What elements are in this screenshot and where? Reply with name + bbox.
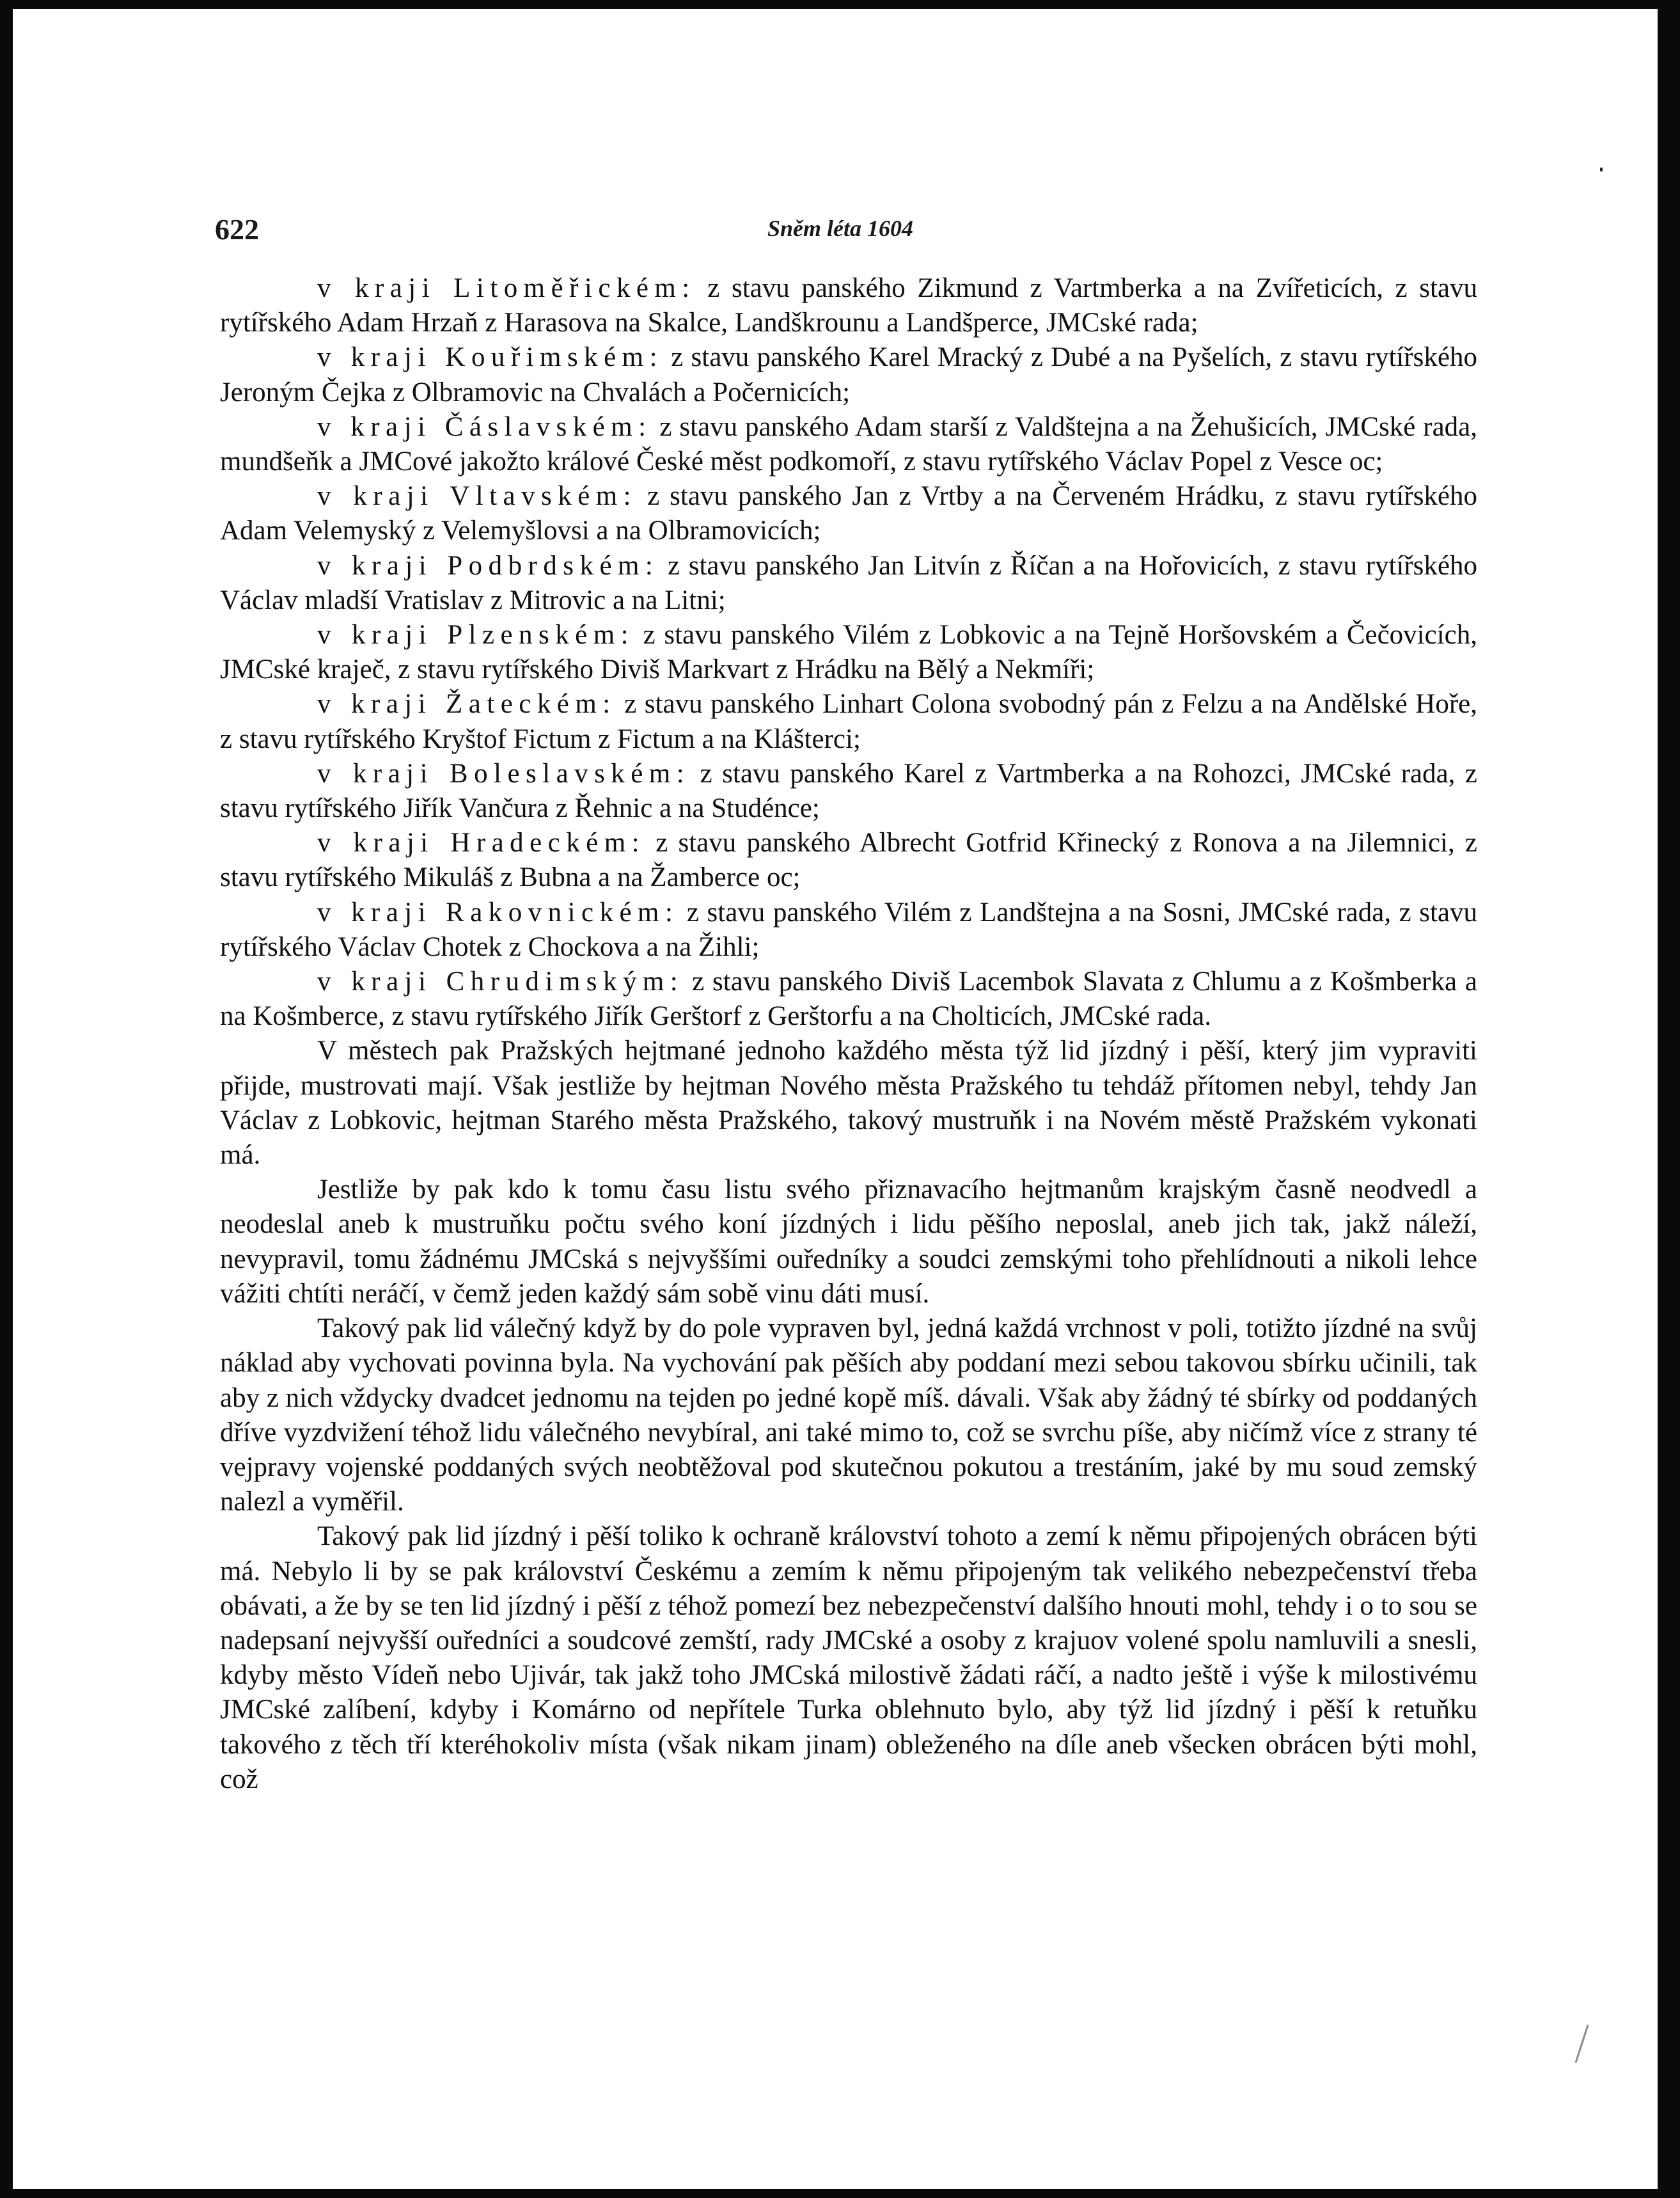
region-name: v kraji Boleslavském:	[317, 758, 691, 789]
paragraph	[220, 479, 1477, 548]
paragraph-text: z stavu panského Linhart Colona svobodný pán z Felzu a na Andělské Hoře, z stavu rytířského Kryštof Fictum z Fictum a na Klášterci;	[220, 689, 1477, 754]
region-name: v kraji Čáslavském:	[317, 411, 652, 442]
paragraph-text: z stavu panského Jan Litvín z Říčan a na Hořovicích, z stavu rytířského Václav mladší Vratislav z Mitrovic a na Litni;	[220, 550, 1477, 615]
paragraph-text: z stavu panského Vilém z Lobkovic a na Tejně Horšovském a Čečovicích, JMCské kraječ, z stavu rytířského Diviš Markvart z Hrádku na Bělý a Nekmíři;	[220, 620, 1477, 685]
paragraph-text: z stavu panského Karel z Vartmberka a na Rohozci, JMCské rada, z stavu rytířského Jiřík Vančura z Řehnic a na Studénce;	[220, 758, 1477, 824]
paragraph	[220, 1311, 1477, 1519]
paragraph	[220, 271, 1477, 340]
body-text	[220, 271, 1477, 1797]
page-number: 622	[215, 213, 259, 246]
paragraph-text: z stavu panského Jan z Vrtby a na Červeném Hrádku, z stavu rytířského Adam Velemyský z Velemyšlovsi a na Olbramovicích;	[220, 481, 1478, 546]
running-title: Sněm léta 1604	[767, 216, 914, 241]
scan-mark	[1600, 168, 1603, 171]
paragraph	[220, 896, 1477, 965]
paragraph-text: z stavu panského Karel Mracký z Dubé a na Pyšelích, z stavu rytířského Jeroným Čejka z Olbramovic na Chvalách a Počernicích;	[220, 342, 1477, 407]
paragraph-text: Takový pak lid jízdný i pěší toliko k ochraně království tohoto a zemí k němu připojených obrácen býti má. Nebylo li by se pak království Českému a zemím k němu připojeným tak velikého nebezpečenství třeba obávati, a že by se ten lid jízdný i pěší z téhož pomezí bez nebezpečenství dalšího hnouti mohl, tehdy i o to sou se nadepsaní nejvyšší ouředníci a soudcové zemští, rady JMCské a osoby z krajuov volené spolu namluvili a snesli, kdyby město Vídeň nebo Ujivár, tak jakž toho JMCská milostivě žádati ráčí, a nadto ještě i výše k milostivému JMCské zalíbení, kdyby i Komárno od nepřítele Turka oblehnuto bylo, aby týž lid jízdný i pěší k retuňku takového z těch tří kteréhokoliv místa (však nikam jinam) obleženého na díle aneb všecken obrácen býti mohl, což	[220, 1521, 1477, 1794]
paragraph-text: z stavu panského Albrecht Gotfrid Křinecký z Ronova a na Jilemnici, z stavu rytířského Mikuláš z Bubna a na Žamberce oc;	[220, 828, 1477, 893]
region-name: v kraji Rakovnickém:	[317, 897, 679, 928]
region-name: v kraji Chrudimským:	[317, 967, 684, 997]
region-name: v kraji Kouřimském:	[317, 342, 663, 373]
scan-mark	[1574, 2025, 1589, 2063]
paragraph-text: Takový pak lid válečný když by do pole vypraven byl, jedná každá vrchnost v poli, totižto jízdné na svůj náklad aby vychovati povinna byla. Na vychování pak pěších aby poddaní mezi sebou takovou sbírku učinili, tak aby z nich vždycky dvadcet jednomu na tejden po jedné kopě míš. dávali. Však aby žádný té sbírky od poddaných dříve vyzdvižení téhož lidu válečného nevybíral, ani také mimo to, což se svrchu píše, aby ničímž více z strany té vejpravy vojenské poddaných svých neobtěžoval pod skutečnou pokutou a trestáním, jaké by mu soud zemský nalezl a vyměřil.	[220, 1313, 1477, 1517]
paragraph-text: z stavu panského Diviš Lacembok Slavata z Chlumu a z Košmberka a na Košmberce, z stavu rytířského Jiřík Gerštorf z Gerštorfu a na Cholticích, JMCské rada.	[220, 967, 1477, 1032]
paragraph	[220, 757, 1477, 826]
scanned-page	[13, 9, 1658, 2189]
running-head	[13, 212, 1658, 251]
paragraph	[220, 1519, 1477, 1797]
region-name: v kraji Litoměřickém:	[317, 273, 696, 303]
paragraph-text: z stavu panského Zikmund z Vartmberka a na Zvířeticích, z stavu rytířského Adam Hrzaň z Harasova na Skalce, Landškrounu a Landšperce, JMCské rada;	[220, 273, 1478, 338]
paragraph	[220, 618, 1477, 687]
paragraph	[220, 687, 1477, 756]
paragraph-text: z stavu panského Adam starší z Valdštejna a na Žehušicích, JMCské rada, mundšeňk a JMCové jakožto králové České měst podkomoří, z stavu rytířského Václav Popel z Vesce oc;	[220, 411, 1477, 477]
paragraph-text: Jestliže by pak kdo k tomu času listu svého přiznavacího hejtmanům krajským časně neodvedl a neodeslal aneb k mustruňku počtu svého koní jízdných i lidu pěšího neposlal, aneb jich tak, jakž náleží, nevypravil, tomu žádnému JMCská s nejvyššími ouředníky a soudci zemskými toho přehlídnouti a nikoli lehce vážiti chtíti neráčí, v čemž jeden každý sám sobě vinu dáti musí.	[220, 1174, 1477, 1309]
paragraph	[220, 549, 1477, 618]
region-name: v kraji Vltavském:	[317, 481, 638, 512]
paragraph	[220, 410, 1477, 479]
paragraph	[220, 1173, 1477, 1311]
paragraph	[220, 340, 1477, 409]
paragraph	[220, 826, 1477, 895]
paragraph-text: V městech pak Pražských hejtmané jednoho každého města týž lid jízdný i pěší, který jim vypraviti přijde, mustrovati mají. Však jestliže by hejtman Nového města Pražského tu tehdáž přítomen nebyl, tehdy Jan Václav z Lobkovic, hejtman Starého města Pražského, takový mustruňk i na Novém městě Pražském vykonati má.	[220, 1036, 1477, 1171]
paragraph	[220, 1034, 1477, 1173]
region-name: v kraji Plzenském:	[317, 620, 635, 651]
paragraph-text: z stavu panského Vilém z Landštejna a na Sosni, JMCské rada, z stavu rytířského Václav Chotek z Chockova a na Žihli;	[220, 897, 1478, 962]
region-name: v kraji Žateckém:	[317, 689, 616, 720]
paragraph	[220, 965, 1477, 1034]
region-name: v kraji Hradeckém:	[317, 828, 646, 858]
region-name: v kraji Podbrdském:	[317, 550, 659, 581]
